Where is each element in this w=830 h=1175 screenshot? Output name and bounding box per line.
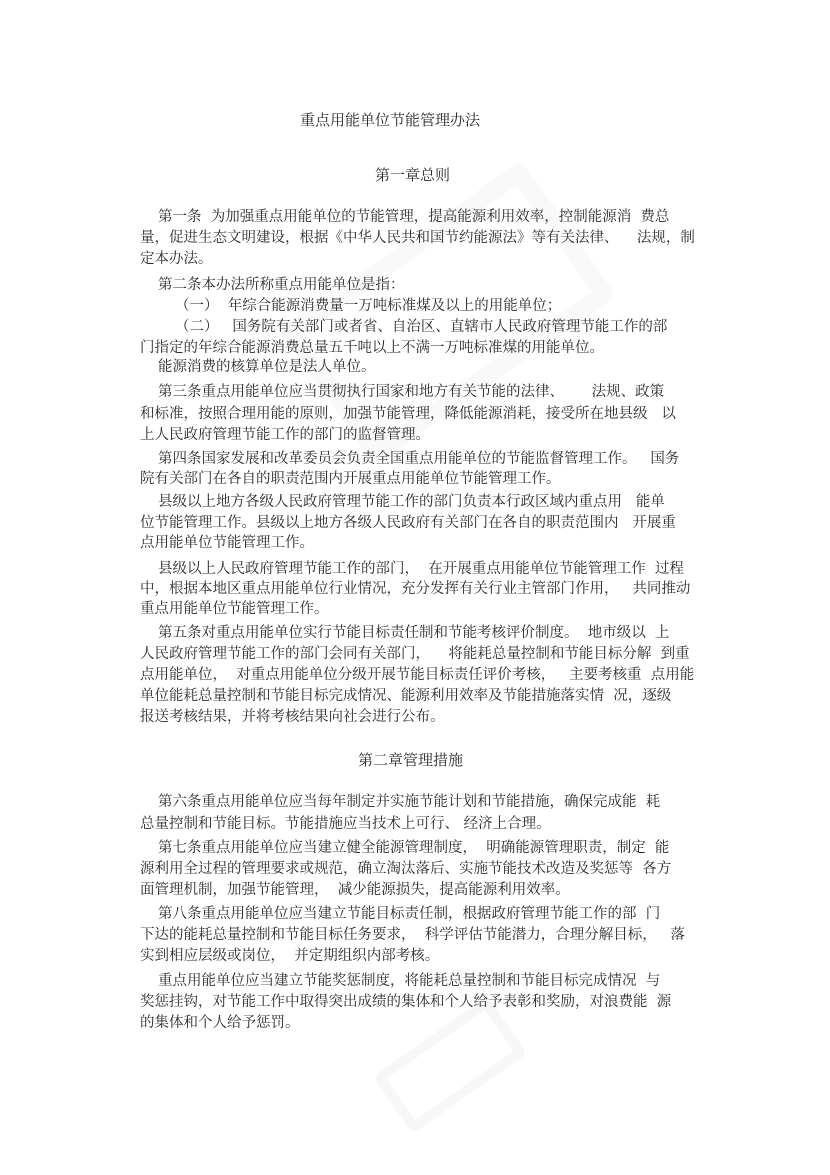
text-line: 重点用能单位节能管理工作。 [140,601,329,617]
text-line: 院有关部门在各自的职责范围内开展重点用能单位节能管理工作。 [140,471,561,487]
text-line: 量，促进生态文明建设，根据《中华人民共和国节约能源法》等有关法律、 法规，制 [140,230,695,246]
chapter-heading: 第一章总则 [375,166,451,184]
text-line: 下达的能耗总量控制和节能目标任务要求， 科学评估节能潜力，合理分解目标， 落 [140,927,686,943]
text-line: 重点用能单位应当建立节能奖惩制度，将能耗总量控制和节能目标完成情况 与 [158,973,661,989]
text-line: 第一条 为加强重点用能单位的节能管理，提高能源利用效率，控制能源消 费总 [158,209,670,225]
text-line: 点用能单位节能管理工作。 [140,535,314,551]
text-line: 奖惩挂钩，对节能工作中取得突出成绩的集体和个人给予表彰和奖励，对浪费能 源 [140,994,672,1010]
text-line: 实到相应层级或岗位， 并定期组织内部考核。 [140,948,440,964]
text-line: 县级以上人民政府管理节能工作的部门， 在开展重点用能单位节能管理工作 过程 [158,561,684,577]
text-line: 位节能管理工作。县级以上地方各级人民政府有关部门在各自的职责范围内 开展重 [140,515,676,531]
text-line: 面管理机制，加强节能管理， 减少能源损失，提高能源利用效率。 [140,882,570,898]
text-line: 报送考核结果，并将考核结果向社会进行公布。 [140,709,445,725]
text-line: 能源消费的核算单位是法人单位。 [158,359,376,375]
text-line: 的集体和个人给予惩罚。 [140,1015,300,1031]
text-line: 第二条本办法所称重点用能单位是指： [158,277,405,293]
text-line: 第八条重点用能单位应当建立节能目标责任制，根据政府管理节能工作的部 门 [158,906,661,922]
text-line: 第四条国家发展和改革委员会负责全国重点用能单位的节能监督管理工作。 国务 [158,451,680,467]
text-line: 门指定的年综合能源消费总量五千吨以上不满一万吨标准煤的用能单位。 [140,340,604,356]
text-line: （二） 国务院有关部门或者省、自治区、直辖市人民政府管理节能工作的部 [175,319,668,335]
text-line: 上人民政府管理节能工作的部门的监督管理。 [140,427,430,443]
chapter-heading: 第二章管理措施 [358,751,464,769]
text-line: 定本办法。 [140,251,213,267]
text-line: （一） 年综合能源消费量一万吨标准煤及以上的用能单位； [175,298,562,314]
text-line: 第六条重点用能单位应当每年制定并实施节能计划和节能措施，确保完成能 耗 [158,794,661,810]
text-line: 人民政府管理节能工作的部门会同有关部门， 将能耗总量控制和节能目标分解 到重 [140,646,690,662]
text-line: 和标准，按照合理用能的原则，加强节能管理，降低能源消耗，接受所在地县级 以 [140,406,676,422]
text-line: 第三条重点用能单位应当贯彻执行国家和地方有关节能的法律、 法规、政策 [158,384,665,400]
text-line: 源利用全过程的管理要求或规范，确立淘汰落后、实施节能技术改造及奖惩等 各方 [140,861,672,877]
text-line: 单位能耗总量控制和节能目标完成情况、能源利用效率及节能措施落实情 况，逐级 [140,688,672,704]
text-line: 第五条对重点用能单位实行节能目标责任制和节能考核评价制度。 地市级以 上 [158,625,670,641]
text-line: 中，根据本地区重点用能单位行业情况，充分发挥有关行业主管部门作用， 共同推动 [140,581,691,597]
text-line: 第七条重点用能单位应当建立健全能源管理制度， 明确能源管理职责，制定 能 [158,840,670,856]
document-title: 重点用能单位节能管理办法 [300,111,481,129]
text-line: 总量控制和节能目标。节能措施应当技术上可行、 经济上合理。 [140,816,551,832]
text-line: 县级以上地方各级人民政府管理节能工作的部门负责本行政区域内重点用 能单 [158,494,665,510]
watermark [373,996,528,1134]
text-line: 点用能单位， 对重点用能单位分级开展节能目标责任评价考核， 主要考核重 点用能 [140,667,695,683]
